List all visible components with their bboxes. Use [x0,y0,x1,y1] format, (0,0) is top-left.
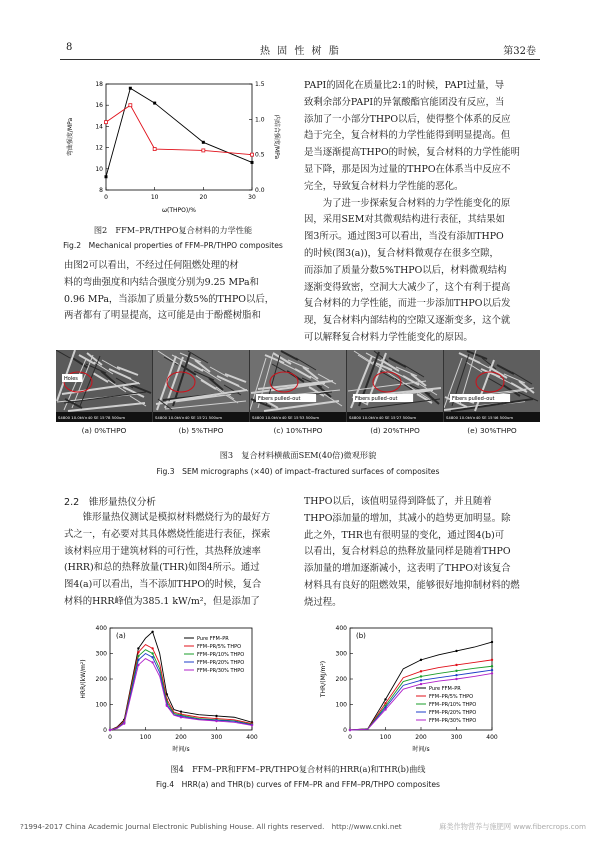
sem-panel-tag: (d) 20%THPO [370,426,420,435]
data-point [251,153,254,156]
data-point [491,672,493,674]
y-left-tick-label: 12 [95,144,103,152]
y-tick-label: 0 [343,727,347,734]
legend-label: FFM–PR/20% THPO [429,710,477,716]
sem-scale-text: S4800 10.0kV×40 SE 15'27 500um [349,415,417,420]
data-point [153,148,156,151]
data-point [180,710,182,712]
legend-label: FFM–PR/5% THPO [429,694,474,700]
text-line: 复合材料的力学性能，而进一步添加THPO以后发 [304,298,511,310]
text-line: 该材料应用于建筑材料的可行性，其热释放速率 [64,545,261,557]
fig3-tags [56,426,540,440]
y-axis-label: THR/(MJ/m²) [320,660,327,698]
panel-tag: (b) [356,632,366,640]
sem-panel [56,350,152,422]
y-tick-label: 100 [95,701,107,709]
data-point [151,656,153,658]
data-point [215,720,217,722]
data-point [137,655,139,657]
sem-image [444,350,540,422]
text-line: 0.96 MPa，当添加了质量分数5%的THPO以后， [64,293,275,305]
sem-scale-text: S4800 10.0kV×40 SE 15'78 500um [58,415,126,420]
y-tick-label: 300 [95,650,107,658]
data-point [137,659,139,661]
sem-note: Holes [64,376,78,382]
sem-scale-text: S4800 10.0kV×40 SE 15'21 500um [155,415,223,420]
fig4-caption-en: Fig.4 HRR(a) and THR(b) curves of FFM–PR and FFM–PR/THPO composites [156,780,440,789]
fig2-chart [62,78,282,220]
x-tick-label: 400 [246,734,258,741]
text-line: 两者都有了明显提高，这可能是由于酚醛树脂和 [64,310,261,322]
legend-label: Pure FFM–PR [197,636,229,642]
data-point [109,729,111,731]
data-point [251,161,254,164]
section-heading: 2.2 锥形量热仪分析 [64,497,157,508]
text-line: 此之外，THR也有很明显的变化，通过图4(b)可 [304,529,505,541]
x-tick-label: 400 [486,734,498,741]
data-point [151,652,153,654]
data-point [151,631,153,633]
y-tick-label: 100 [335,701,347,709]
text-line: 的时候(图3(a))，复合材料微观存在很多空隙， [304,247,499,259]
data-point [491,659,493,661]
y-tick-label: 200 [335,676,347,683]
data-point [384,698,386,700]
text-line: 以看出，复合材料总的热释放量同样是随着THPO [304,546,511,558]
data-point [137,664,139,666]
right-paragraph-2 [304,494,538,612]
data-point [420,675,422,677]
sem-note: Fibers pulled–out [258,396,301,402]
x-tick-label: 30 [248,194,256,201]
fig2-caption-cn: 图2 FFM–PR/THPO复合材料的力学性能 [93,225,253,235]
right-paragraph-1 [304,78,538,347]
data-point [455,678,457,680]
y-left-tick-label: 8 [99,187,103,194]
text-line: 图4(a)可以看出，当不添加THPO的时候，复合 [64,579,262,591]
x-tick-label: 100 [379,734,392,741]
legend-label: Pure FFM–PR [429,686,461,692]
text-line: 趋于完全，复合材料的力学性能得到明显提高。但 [304,130,511,142]
x-tick-label: 200 [175,734,187,741]
text-line: 料的弯曲强度和内结合强度分别为9.25 MPa和 [64,276,259,288]
sem-panel-tag: (e) 30%THPO [467,426,517,435]
sem-panel [347,350,443,422]
legend-label: FFM–PR/5% THPO [197,644,242,650]
text-line: 为了进一步探索复合材料的力学性能变化的原 [304,197,511,209]
data-point [137,651,139,653]
y-right-tick-label: 0.5 [255,151,265,159]
data-point [491,641,493,643]
data-point [491,665,493,667]
sem-image [347,350,443,422]
y-left-tick-label: 16 [95,102,103,110]
y-left-tick-label: 10 [95,165,103,173]
data-point [151,647,153,649]
y-right-label: 内结合强度/MPa [273,114,280,160]
y-right-tick-label: 1.5 [255,81,265,88]
y-left-tick-label: 18 [95,81,103,88]
footer-copyright: ?1994-2017 China Academic Journal Electronic Publishing House. All rights reserved. http://www.cnki.net [20,822,402,831]
x-tick-label: 300 [450,734,463,741]
x-tick-label: 0 [108,734,112,741]
legend-label: FFM–PR/20% THPO [197,660,245,666]
text-line: 完全，导致复合材料力学性能的恶化。 [304,180,464,192]
text-line: 而添加了质量分数5%THPO以后，材料微观结构 [304,264,507,276]
x-tick-label: 100 [139,734,152,741]
sem-image [153,350,249,422]
page-header [60,40,540,60]
text-line: 逐渐变得致密，空洞大大减少了，这个有利于提高 [304,281,511,293]
sem-note: Fibers pulled–out [355,396,398,402]
sem-image [250,350,346,422]
left-paragraph-2 [64,510,292,611]
sem-panel [153,350,249,422]
data-point [251,724,253,726]
text-line: PAPI的固化在质量比2:1的时候，PAPI过量，导 [304,80,505,91]
data-point [153,102,156,105]
text-line: 材料的HRR峰值为385.1 kW/m²，但是添加了 [64,595,260,607]
sem-panel [250,350,346,422]
series-line-left [106,88,252,177]
fig3-caption-cn: 图3 复合材料横截面SEM(40倍)微观形貌 [219,450,377,460]
y-tick-label: 0 [103,727,107,734]
data-point [215,715,217,717]
data-point [123,722,125,724]
text-line: THPO添加量的增加，其减小的趋势更加明显。除 [304,512,511,524]
volume: 第32卷 [503,46,536,57]
legend-label: FFM–PR/10% THPO [197,652,245,658]
legend-label: FFM–PR/30% THPO [197,668,245,674]
footer [20,822,590,832]
sem-scale-text: S4800 10.0kV×40 SE 15'53 500um [252,415,320,420]
legend-label: FFM–PR/30% THPO [429,718,477,724]
y-left-tick-label: 14 [95,123,103,131]
data-point [384,708,386,710]
text-line: 显下降，那是因为过量的THPO在体系当中反应不 [304,163,511,175]
x-tick-label: 0 [104,194,108,201]
data-point [420,683,422,685]
sem-bg [153,350,249,422]
fig2-caption-en: Fig.2 Mechanical properties of FFM–PR/THPO composites [63,241,283,250]
data-point [455,650,457,652]
data-point [202,149,205,152]
data-point [105,175,108,178]
sem-panel [444,350,540,422]
data-point [349,729,351,731]
panel-tag: (a) [116,632,126,640]
fig4b-chart [316,620,516,760]
data-point [137,647,139,649]
x-tick-label: 10 [150,194,159,201]
fig4-caption-cn: 图4 FFM–PR和FFM–PR/THPO复合材料的HRR(a)和THR(b)曲线 [170,764,426,774]
y-tick-label: 400 [95,625,107,632]
text-line: 图3所示。通过图3可以看出，当没有添加THPO [304,231,504,243]
x-axis-label: ω(THPO)/% [162,207,196,214]
y-right-tick-label: 1.0 [255,116,265,124]
data-point [166,705,168,707]
series-line [350,642,492,730]
legend-label: FFM–PR/10% THPO [429,702,477,708]
data-point [455,670,457,672]
y-right-tick-label: 0.0 [255,187,265,194]
sem-panel-tag: (a) 0%THPO [81,426,127,435]
data-point [129,87,132,90]
x-axis-label: 时间/s [172,746,190,753]
footer-watermark: 麻类作物营养与施肥网 www.fibercrops.com [439,822,586,831]
x-axis-label: 时间/s [412,746,430,753]
x-tick-label: 300 [210,734,223,741]
sem-panel-tag: (c) 10%THPO [273,426,323,435]
x-tick-label: 200 [415,734,427,741]
text-line: 是当逐渐提高THPO的时候，复合材料的力学性能明 [304,147,520,159]
y-axis-label: HRR/(kW/m²) [80,659,87,699]
text-line: 由图2可以看出，不经过任何阻燃处理的材 [64,260,239,271]
plot-frame [106,84,252,190]
sem-image [56,350,152,422]
data-point [420,659,422,661]
data-point [151,661,153,663]
left-paragraph-1 [64,258,292,325]
sem-scale-text: S4800 10.0kV×40 SE 15'46 500um [446,415,514,420]
data-point [129,104,132,107]
text-line: 锥形量热仪测试是模拟材料燃烧行为的最好方 [64,512,271,523]
text-line: 式之一，有必要对其具体燃烧性能进行表征，探索 [64,528,271,540]
data-point [420,679,422,681]
fig3-sem-strip [56,350,540,422]
data-point [202,141,205,144]
y-left-label: 弯曲强度/MPa [67,117,74,157]
sem-note: Fibers pulled–out [452,396,495,402]
text-line: (HRR)和总的热释放量(THR)如图4所示。通过 [64,562,260,574]
text-line: 添加了一小部分THPO以后，使得整个体系的反应 [304,113,511,125]
text-line: 致剩余部分PAPI的异氰酸酯官能团没有反应，当 [304,96,505,108]
x-tick-label: 0 [348,734,352,741]
text-line: THPO以后，该值明显得到降低了，并且随着 [304,496,492,507]
fig3-caption-en: Fig.3 SEM micrographs (×40) of impact–fractured surfaces of composites [156,467,440,476]
page-number: 8 [66,42,73,53]
series-line-right [106,105,252,154]
data-point [491,669,493,671]
data-point [455,674,457,676]
data-point [420,670,422,672]
text-line: 因，采用SEM对其微观结构进行表征，其结果如 [304,214,505,226]
sem-panel-tag: (b) 5%THPO [178,426,224,435]
journal-name: 热 固 性 树 脂 [260,46,341,57]
x-tick-label: 20 [199,194,208,201]
data-point [105,121,108,124]
y-tick-label: 200 [95,676,107,683]
text-line: 添加量的增加逐渐减小，这表明了THPO对该复合 [304,563,511,575]
data-point [180,716,182,718]
y-tick-label: 400 [335,625,347,632]
text-line: 材料具有良好的阻燃效果，能够很好地抑制材料的燃 [304,579,520,591]
text-line: 烧过程。 [304,596,342,608]
y-tick-label: 300 [335,650,347,658]
fig4a-chart [76,620,276,760]
text-line: 现，复合材料内部结构的空隙又逐渐变多，这个就 [304,315,511,327]
text-line: 可以解释复合材料力学性能变化的原因。 [304,331,473,343]
data-point [455,664,457,666]
